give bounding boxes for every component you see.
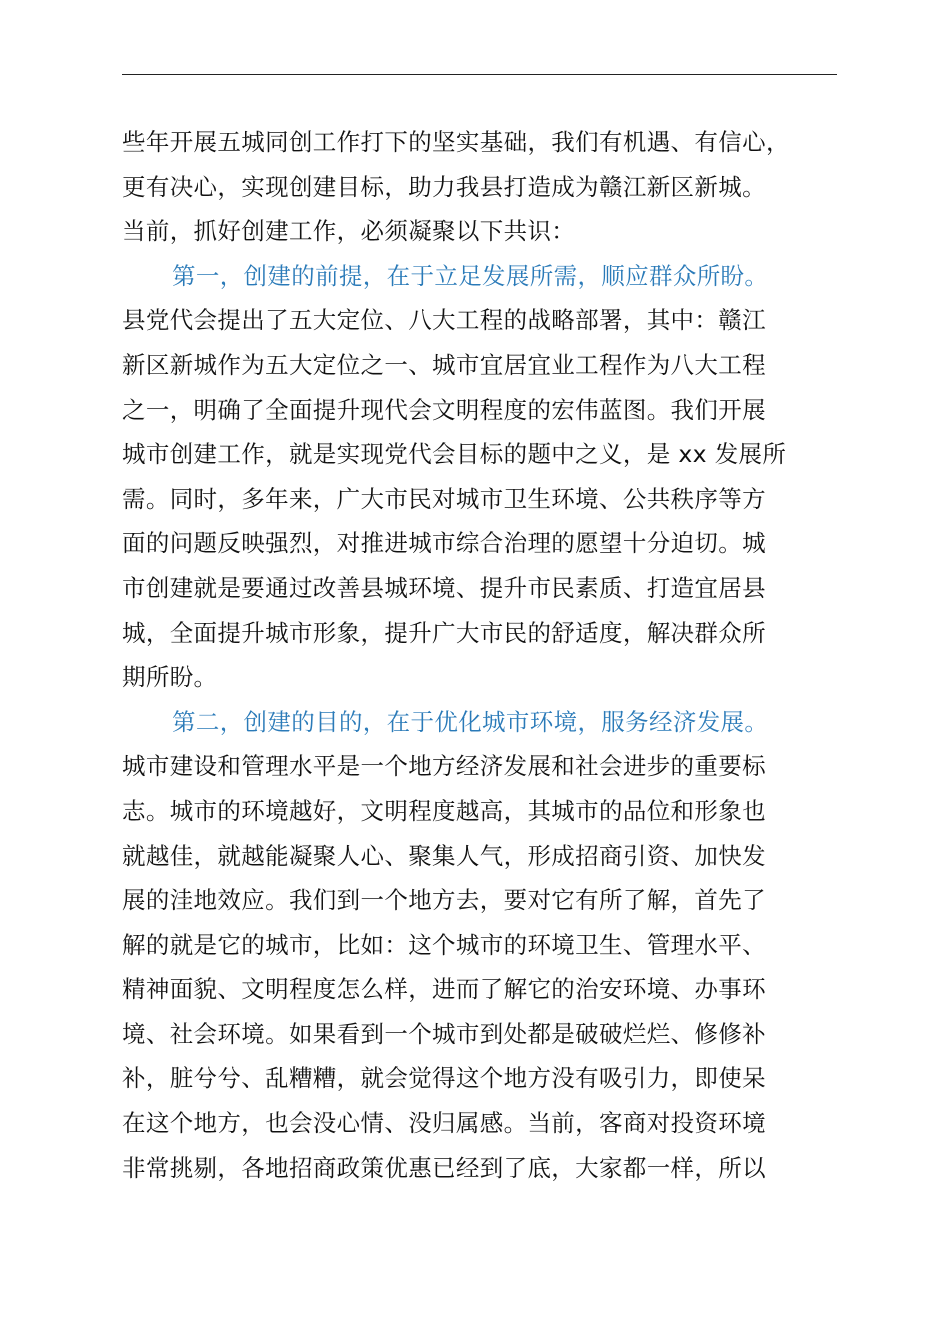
text-line: 县党代会提出了五大定位、八大工程的战略部署，其中：赣江 (122, 306, 766, 335)
text-line: 需。同时，多年来，广大市民对城市卫生环境、公共秩序等方 (122, 484, 766, 513)
section-heading-1: 第一，创建的前提，在于立足发展所需，顺应群众所盼。 (172, 261, 769, 290)
text-line: 当前，抓好创建工作，必须凝聚以下共识： (122, 217, 576, 246)
text-line: 城市建设和管理水平是一个地方经济发展和社会进步的重要标 (122, 752, 766, 781)
text-line: 些年开展五城同创工作打下的坚实基础，我们有机遇、有信心， (122, 128, 790, 156)
header-rule (122, 74, 837, 75)
text-line: 境、社会环境。如果看到一个城市到处都是破破烂烂、修修补 (122, 1019, 766, 1048)
text-line: 城市创建工作，就是实现党代会目标的题中之义，是 xx 发展所 (122, 440, 787, 469)
text-line: 志。城市的环境越好，文明程度越高，其城市的品位和形象也 (122, 796, 766, 825)
text-line: 非常挑剔，各地招商政策优惠已经到了底，大家都一样，所以 (122, 1153, 766, 1182)
text-line: 展的洼地效应。我们到一个地方去，要对它有所了解，首先了 (122, 886, 766, 915)
text-line: 城，全面提升城市形象，提升广大市民的舒适度，解决群众所 (122, 618, 766, 647)
text-line: 市创建就是要通过改善县城环境、提升市民素质、打造宜居县 (122, 573, 766, 602)
text-line: 就越佳，就越能凝聚人心、聚集人气，形成招商引资、加快发 (122, 841, 766, 870)
text-line: 补，脏兮兮、乱糟糟，就会觉得这个地方没有吸引力，即使呆 (122, 1064, 766, 1093)
text-line: 新区新城作为五大定位之一、城市宜居宜业工程作为八大工程 (122, 350, 766, 379)
text-line: 期所盼。 (122, 663, 218, 692)
text-line: 在这个地方，也会没心情、没归属感。当前，客商对投资环境 (122, 1109, 766, 1138)
text-line: 之一，明确了全面提升现代会文明程度的宏伟蓝图。我们开展 (122, 395, 766, 424)
document-body (122, 120, 837, 1190)
text-line: 解的就是它的城市，比如：这个城市的环境卫生、管理水平、 (122, 930, 766, 959)
text-line: 精神面貌、文明程度怎么样，进而了解它的治安环境、办事环 (122, 975, 766, 1004)
text-line: 面的问题反映强烈，对推进城市综合治理的愿望十分迫切。城 (122, 529, 766, 558)
text-line: 更有决心，实现创建目标，助力我县打造成为赣江新区新城。 (122, 172, 766, 201)
section-heading-2: 第二，创建的目的，在于优化城市环境，服务经济发展。 (172, 707, 769, 736)
